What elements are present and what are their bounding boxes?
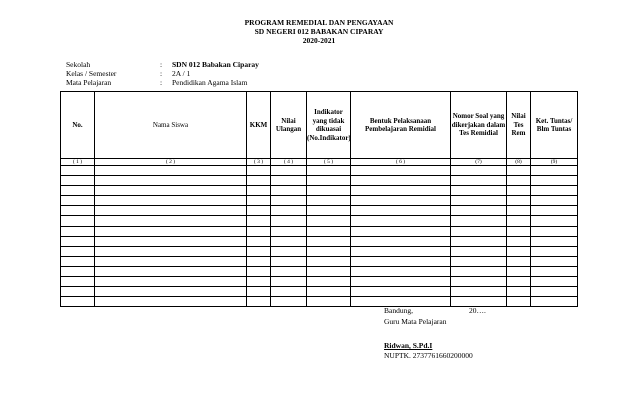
table-cell [307,186,351,196]
table-cell [451,206,507,216]
col-header-ket: Ket. Tuntas/ Blm Tuntas [531,92,578,159]
table-cell [531,196,578,206]
school-year: 2020-2021 [302,36,336,45]
table-row [61,266,578,276]
col-header-nomor: Nomor Soal yang dikerjakan dalam Tes Remidial [451,92,507,159]
table-cell [351,277,451,287]
table-cell [451,176,507,186]
table-cell [307,206,351,216]
table-row [61,206,578,216]
table-cell [95,176,247,186]
table-cell [61,236,95,246]
table-cell [61,256,95,266]
table-cell [531,266,578,276]
table-row [61,256,578,266]
table-cell [95,256,247,266]
table-cell [531,277,578,287]
table-cell [271,236,307,246]
table-cell [351,206,451,216]
table-cell [451,236,507,246]
table-row [61,246,578,256]
table-cell [271,246,307,256]
info-label: Sekolah [66,60,91,69]
table-cell [271,166,307,176]
col-header-nilai-tes: Nilai Tes Rem [507,92,531,159]
table-cell [507,216,531,226]
table-cell [507,196,531,206]
table-cell [247,176,271,186]
col-number: ( 3 ) [247,159,271,166]
table-cell [247,206,271,216]
info-label: Mata Pelajaran [66,78,112,87]
table-cell [507,226,531,236]
table-cell [451,196,507,206]
table-cell [307,216,351,226]
table-cell [451,246,507,256]
table-cell [507,246,531,256]
table-cell [61,266,95,276]
remedial-table [60,91,578,307]
table-body [61,166,578,307]
table-cell [351,256,451,266]
table-cell [451,226,507,236]
table-cell [307,246,351,256]
table-cell [61,196,95,206]
table-cell [531,236,578,246]
table-row [61,277,578,287]
doc-title: PROGRAM REMEDIAL DAN PENGAYAAN [244,18,394,27]
table-cell [507,236,531,246]
info-separator: : [160,69,163,78]
table-cell [247,236,271,246]
info-value: 2A / 1 [172,69,191,78]
table-cell [307,256,351,266]
table-cell [507,176,531,186]
table-cell [451,277,507,287]
table-cell [95,206,247,216]
col-number: (9) [531,159,578,166]
info-row-kelas [66,69,259,78]
header-row [61,92,578,159]
col-header-nilai: Nilai Ulangan [271,92,307,159]
table-cell [531,206,578,216]
info-separator: : [160,60,163,69]
table-cell [247,186,271,196]
table-cell [61,216,95,226]
table-cell [307,297,351,307]
table-cell [507,266,531,276]
table-cell [271,176,307,186]
table-cell [271,277,307,287]
col-number: ( 4 ) [271,159,307,166]
signature-name: Ridwan, S.Pd.I [384,341,433,350]
info-label: Kelas / Semester [66,69,117,78]
table-cell [95,277,247,287]
table-cell [307,287,351,297]
table-cell [95,216,247,226]
table-cell [351,186,451,196]
table-cell [271,186,307,196]
col-header-kkm: KKM [247,92,271,159]
table-cell [61,166,95,176]
column-number-row [61,159,578,166]
table-cell [61,186,95,196]
table-cell [451,266,507,276]
table-cell [61,297,95,307]
table-cell [351,196,451,206]
table-cell [271,266,307,276]
info-value: Pendidikan Agama Islam [172,78,248,87]
table-row [61,186,578,196]
table-cell [451,216,507,226]
table-cell [307,196,351,206]
info-separator: : [160,78,163,87]
table-row [61,236,578,246]
table-cell [95,186,247,196]
signature-role: Guru Mata Pelajaran [384,317,447,326]
table-cell [531,186,578,196]
col-number: ( 2 ) [95,159,247,166]
table-cell [507,206,531,216]
table-row [61,216,578,226]
info-value: SDN 012 Babakan Ciparay [172,60,259,69]
table-cell [271,196,307,206]
table-cell [307,166,351,176]
col-number: (8) [507,159,531,166]
table-cell [95,226,247,236]
table-cell [451,186,507,196]
table-cell [307,176,351,186]
table-cell [351,166,451,176]
table-cell [247,297,271,307]
table-cell [271,206,307,216]
table-cell [61,226,95,236]
table-cell [307,236,351,246]
table-cell [61,246,95,256]
col-number: ( 1 ) [61,159,95,166]
table-cell [307,266,351,276]
table-cell [271,297,307,307]
table-cell [247,166,271,176]
table-cell [531,176,578,186]
table-cell [351,266,451,276]
table-cell [61,176,95,186]
col-number: ( 5 ) [307,159,351,166]
table-cell [271,216,307,226]
table-cell [61,287,95,297]
table-cell [531,166,578,176]
table-cell [95,287,247,297]
table-cell [95,266,247,276]
table-cell [351,246,451,256]
table-row [61,297,578,307]
table-cell [451,256,507,266]
table-cell [247,246,271,256]
col-number: ( 6 ) [351,159,451,166]
table-cell [307,277,351,287]
table-cell [247,226,271,236]
table-cell [507,297,531,307]
school-name: SD NEGERI 012 BABAKAN CIPARAY [254,27,384,36]
table-cell [351,226,451,236]
signature-nuptk: NUPTK. 2737761660200000 [384,351,473,360]
table-row [61,166,578,176]
table-row [61,176,578,186]
table-cell [531,226,578,236]
table-cell [507,256,531,266]
table-cell [247,277,271,287]
table-cell [507,166,531,176]
table-cell [507,277,531,287]
table-cell [531,216,578,226]
table-cell [351,216,451,226]
table-cell [451,166,507,176]
table-cell [531,297,578,307]
signature-place: Bandung, [384,306,413,315]
col-header-no: No. [61,92,95,159]
table-cell [247,287,271,297]
table-cell [61,206,95,216]
table-cell [507,287,531,297]
table-cell [247,196,271,206]
table-cell [507,186,531,196]
table-cell [271,256,307,266]
table-cell [247,256,271,266]
table-cell [61,277,95,287]
table-row [61,287,578,297]
table-cell [351,176,451,186]
table-cell [531,246,578,256]
table-cell [351,287,451,297]
col-header-nama: Nama Siswa [95,92,247,159]
info-block [66,60,259,87]
table-cell [95,196,247,206]
table-cell [247,216,271,226]
col-header-indikator: Indikator yang tidak dikuasai (No.Indikator) [307,92,351,159]
table-cell [271,287,307,297]
table-cell [95,166,247,176]
table-cell [271,226,307,236]
table-cell [247,266,271,276]
table-row [61,196,578,206]
col-header-bentuk: Bentuk Pelaksanaan Pembelajaran Remidial [351,92,451,159]
table-cell [351,236,451,246]
table-cell [531,287,578,297]
signature-date: 20…. [469,306,486,315]
table-cell [95,236,247,246]
info-row-mapel [66,78,259,87]
table-row [61,226,578,236]
info-row-sekolah [66,60,259,69]
table-cell [307,226,351,236]
table-cell [95,246,247,256]
table-cell [95,297,247,307]
table-cell [451,287,507,297]
col-number: (7) [451,159,507,166]
table-cell [531,256,578,266]
